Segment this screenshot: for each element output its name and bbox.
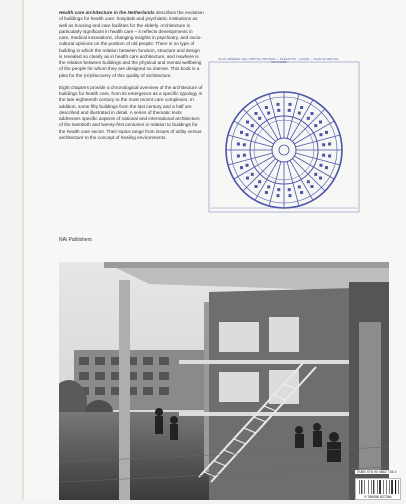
spine-edge bbox=[22, 0, 24, 500]
blurb-text bbox=[59, 10, 204, 147]
care-home-photograph bbox=[59, 262, 392, 500]
blurb-paragraph-1 bbox=[59, 10, 204, 79]
publisher-name: NAi Publishers bbox=[59, 237, 92, 243]
barcode-digits: 9 789056 627364 bbox=[364, 495, 392, 499]
plan-caption: PLAN GÉNÉRAL DE L'HÔPITAL PROJETÉ — ÉLÉVATION · COUPE — PLAN DU REZ-DE-CHAUSSÉE bbox=[218, 58, 340, 65]
blurb-lead: Health care architecture in the Netherlands bbox=[59, 10, 155, 15]
blurb-paragraph-2: Eight chapters provide a chronological overview of the architecture of buildings for health care, from its emergence as a specific typology in the late eighteenth century to the most recent care complexes. In addition, some fifty buildings from the last century and a half are described and illustrated in detail. A series of thematic texts addresses specific aspects of national and international architecture of the twentieth and twenty-first centuries in relation to buildings for the health care sector. Their topics range from issues of utility versus architecture to the concept of healing environments. bbox=[59, 84, 203, 140]
isbn-label: ISBN 978 90 5662 736 4 bbox=[355, 470, 399, 474]
hospital-plan-drawing bbox=[205, 58, 363, 216]
blurb-paragraph-1-body: describes the evolution of buildings for health care: hospitals and psychiatric institutions as well as housing and care facilities for the elderly. Architecture is particularly significant in health care – it reflects developments in care, medical innovations, changing insights in psychiatry, and socio-cultural opinions on the position of old people. There is no type of building in which the relation between function, structure and design is revealed so clearly as in health care architecture, and nowhere is the relation between buildings and the physical and mental wellbeing of the people for whom they are designed so intense. This book is a plea for the (re)discovery of this quality of architecture. bbox=[59, 10, 204, 78]
barcode bbox=[355, 478, 401, 500]
